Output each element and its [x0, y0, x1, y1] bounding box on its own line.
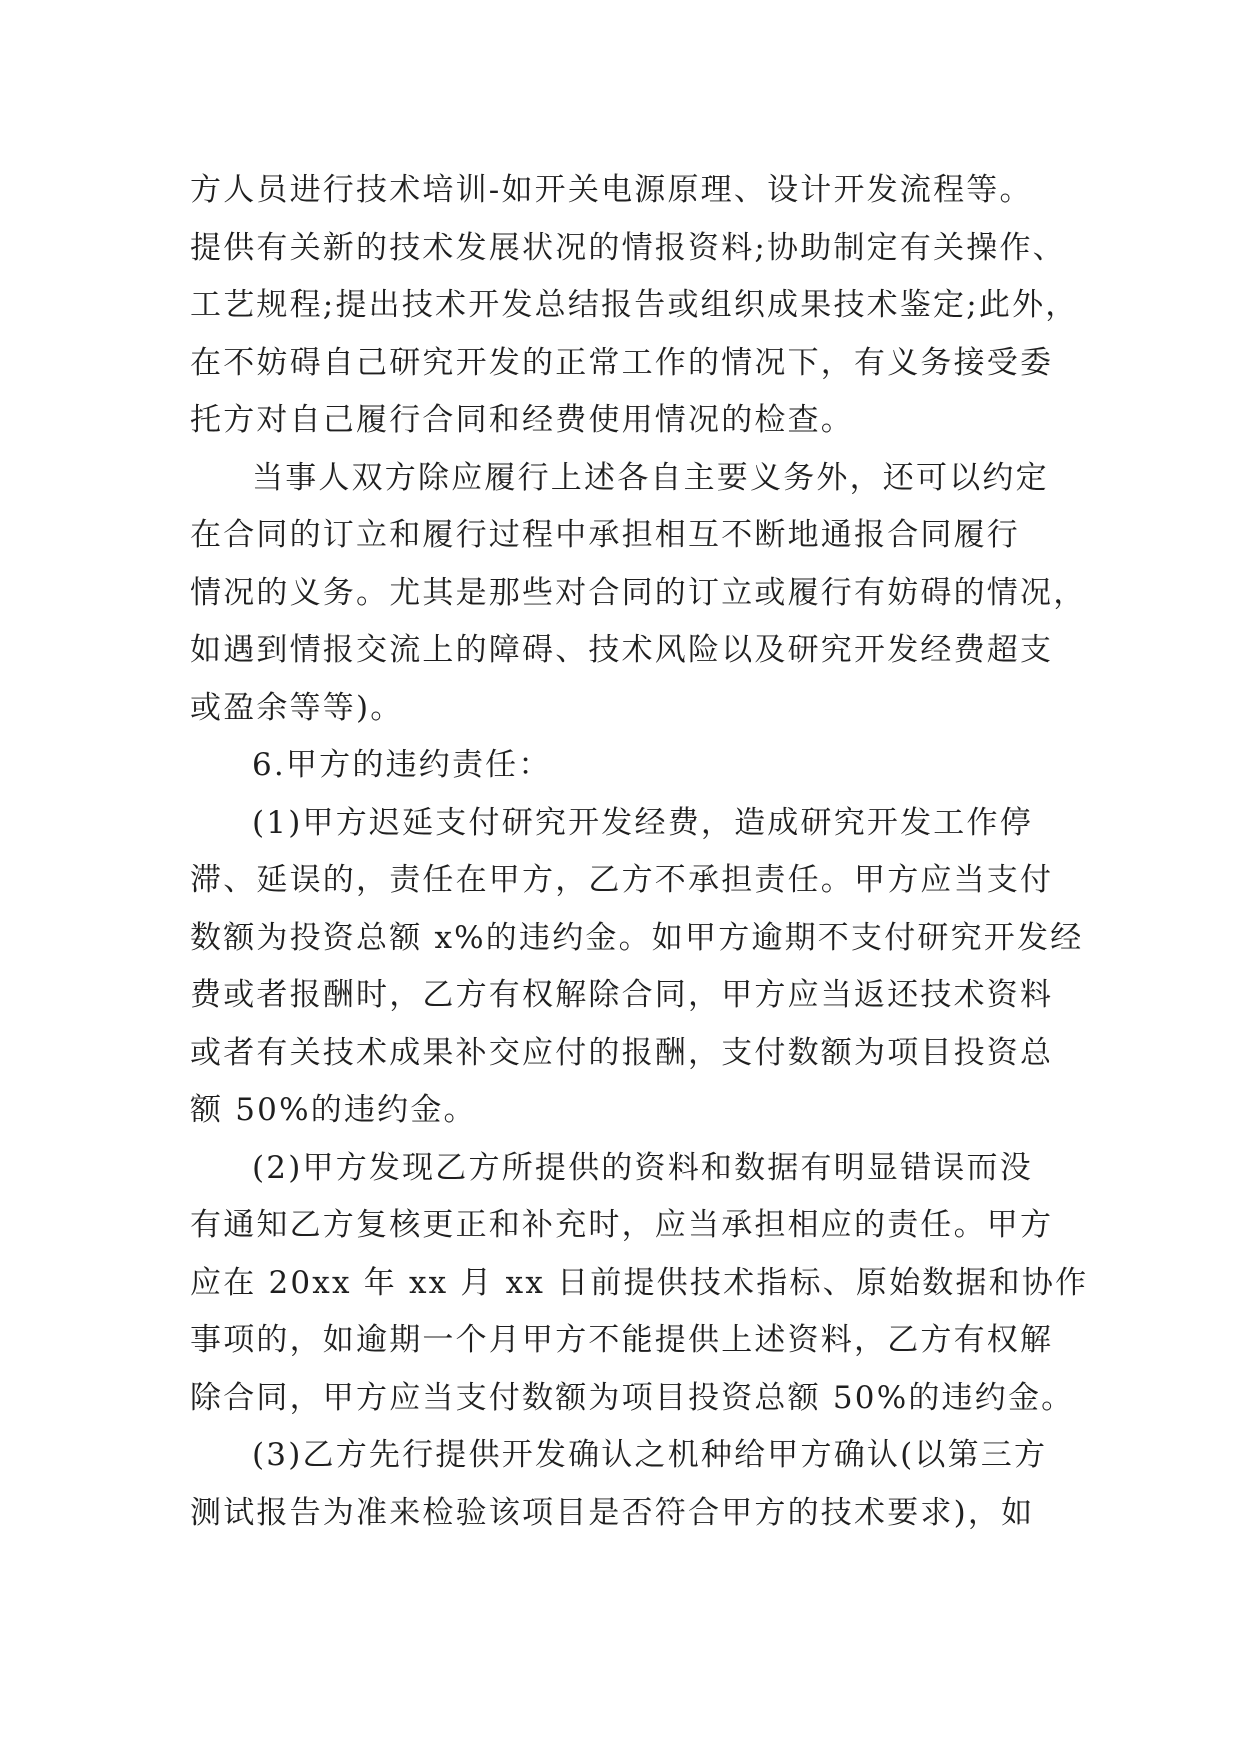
text-line: 工艺规程;提出技术开发总结报告或组织成果技术鉴定;此外， [190, 287, 1079, 323]
text-line: 滞、延误的，责任在甲方，乙方不承担责任。甲方应当支付 [190, 862, 1054, 898]
text-line: 除合同，甲方应当支付数额为项目投资总额 50%的违约金。 [190, 1379, 1075, 1416]
text-line: 在不妨碍自己研究开发的正常工作的情况下，有义务接受委 [190, 344, 1054, 381]
text-line-indented: (1)甲方迟延支付研究开发经费，造成研究开发工作停 [252, 804, 1033, 841]
text-line-indented: (2)甲方发现乙方所提供的资料和数据有明显错误而没 [252, 1149, 1033, 1186]
text-line: 情况的义务。尤其是那些对合同的订立或履行有妨碍的情况， [190, 574, 1087, 611]
text-line: 事项的，如逾期一个月甲方不能提供上述资料，乙方有权解 [190, 1322, 1054, 1358]
text-line: 提供有关新的技术发展状况的情报资料;协助制定有关操作、 [190, 229, 1066, 266]
text-line: 额 50%的违约金。 [190, 1092, 477, 1128]
text-line: 托方对自己履行合同和经费使用情况的检查。 [190, 402, 854, 438]
text-line: 方人员进行技术培训-如开关电源原理、设计开发流程等。 [190, 172, 1033, 208]
text-line-indented: (3)乙方先行提供开发确认之机种给甲方确认(以第三方 [252, 1437, 1048, 1473]
text-line: 有通知乙方复核更正和补充时，应当承担相应的责任。甲方 [190, 1207, 1054, 1243]
text-line: 如遇到情报交流上的障碍、技术风险以及研究开发经费超支 [190, 632, 1054, 668]
text-line: 在合同的订立和履行过程中承担相互不断地通报合同履行 [190, 517, 1020, 553]
document-body [190, 162, 1089, 1542]
text-line: 测试报告为准来检验该项目是否符合甲方的技术要求)，如 [190, 1494, 1035, 1531]
text-line: 应在 20xx 年 xx 月 xx 日前提供技术指标、原始数据和协作 [190, 1264, 1089, 1301]
text-line: 或盈余等等)。 [190, 689, 404, 726]
text-line: 费或者报酬时，乙方有权解除合同，甲方应当返还技术资料 [190, 977, 1054, 1013]
text-line-indented: 当事人双方除应履行上述各自主要义务外，还可以约定 [252, 459, 1049, 496]
text-line: 数额为投资总额 x%的违约金。如甲方逾期不支付研究开发经 [190, 919, 1084, 956]
text-line: 或者有关技术成果补交应付的报酬，支付数额为项目投资总 [190, 1034, 1054, 1071]
section-heading: 6.甲方的违约责任： [252, 747, 552, 783]
